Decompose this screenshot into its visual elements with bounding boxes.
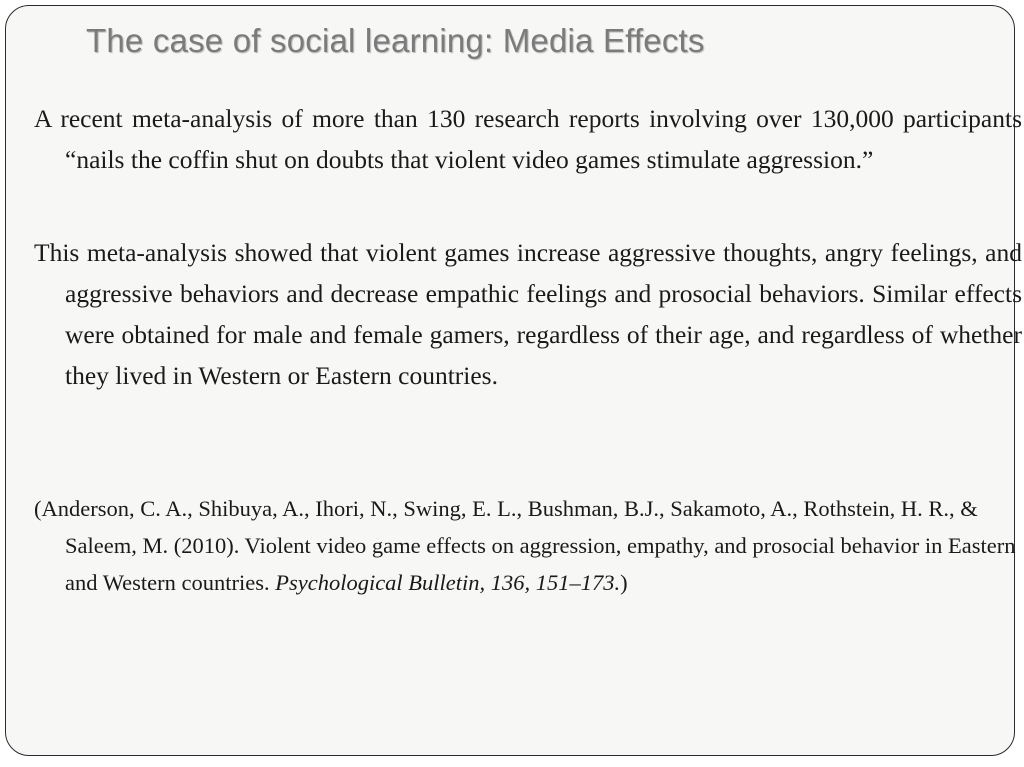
citation-text: (Anderson, C. A., Shibuya, A., Ihori, N., Swing, E. L., Bushman, B.J., Sakamoto, A., Rothstein, H. R., & Saleem, M. (2010). Violent video game effects on aggression, empathy, and prosocial behavior in Eastern and Western countries. xyxy=(34,496,1016,595)
title-part-2: Media Effects xyxy=(502,22,705,59)
citation xyxy=(34,490,1022,601)
title-part-1: The case of social learning: xyxy=(86,22,503,59)
paragraph-meta-analysis-findings: This meta-analysis showed that violent games increase aggressive thoughts, angry feelings, and aggressive behaviors and decrease empathic feelings and prosocial behaviors. Similar effects were obtained for male and female gamers, regardless of their age, and regardless of whether they lived in Western or Eastern countries. xyxy=(34,238,1022,390)
slide-title xyxy=(86,22,705,60)
paragraph-meta-analysis-intro: A recent meta-analysis of more than 130 research reports involving over 130,000 participants “nails the coffin shut on doubts that violent video games stimulate aggression.” xyxy=(34,104,1022,174)
citation-journal: Psychological Bulletin, 136, 151–173. xyxy=(275,570,621,595)
citation-close: ) xyxy=(620,570,628,595)
